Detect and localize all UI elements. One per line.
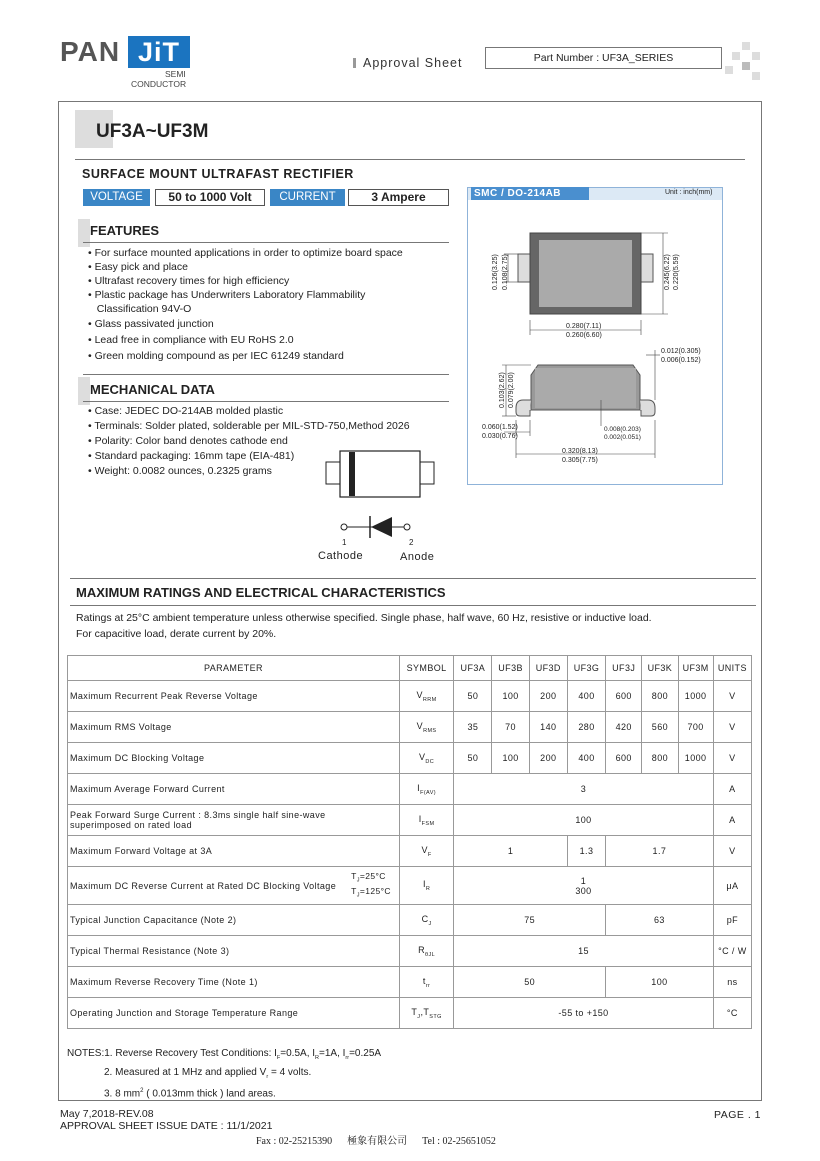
- symbol-cell: $V_{RMS}$: [399, 712, 453, 743]
- table-row: [68, 712, 752, 743]
- table-header: UF3G: [567, 656, 605, 681]
- table-row: [68, 936, 752, 967]
- diode-symbol: [336, 512, 416, 542]
- value-cell: 1: [454, 836, 568, 867]
- value-cell: 420: [606, 712, 642, 743]
- value-cell: 1.3: [567, 836, 605, 867]
- table-header: UF3B: [492, 656, 529, 681]
- divider: [83, 242, 449, 243]
- ratings-title: MAXIMUM RATINGS AND ELECTRICAL CHARACTERISTICS: [76, 585, 446, 600]
- dim-label: 0.260(6.60): [566, 332, 602, 339]
- features-list: [88, 246, 403, 363]
- revision-date: May 7,2018-REV.08: [60, 1108, 154, 1120]
- dim-label: 0.126(3.25): [492, 254, 499, 290]
- divider: [70, 605, 756, 606]
- value-cell: 280: [567, 712, 605, 743]
- part-number-box: Part Number : UF3A_SERIES: [485, 47, 722, 69]
- unit-cell: °C: [713, 998, 751, 1029]
- dim-label: 0.245(6.22): [664, 254, 671, 290]
- value-cell: 50: [454, 743, 492, 774]
- ratings-table: [67, 655, 752, 1029]
- param-cell: Operating Junction and Storage Temperature Range: [68, 998, 400, 1029]
- table-row: [68, 905, 752, 936]
- package-unit: Unit : inch(mm): [665, 189, 713, 196]
- list-item: • Plastic package has Underwriters Laboratory Flammability: [88, 289, 366, 301]
- symbol-cell: $I_{F(AV)}$: [399, 774, 453, 805]
- list-item: • Lead free in compliance with EU RoHS 2.0: [88, 334, 294, 346]
- value-cell: 1.7: [606, 836, 714, 867]
- dim-label: 0.079(2.00): [508, 372, 515, 408]
- cathode-label: Cathode: [318, 550, 364, 562]
- pin1-label: 1: [342, 538, 347, 547]
- value-cell: 15: [454, 936, 713, 967]
- list-item: • Ultrafast recovery times for high efficiency: [88, 275, 290, 287]
- table-row: [68, 743, 752, 774]
- value-cell: 560: [642, 712, 678, 743]
- table-row: [68, 867, 752, 905]
- table-header: UNITS: [713, 656, 751, 681]
- contact-info: Fax : 02-25215390 極象有限公司 Tel : 02-25651052: [256, 1136, 496, 1147]
- pin2-label: 2: [409, 538, 414, 547]
- component-outline-drawing: [320, 448, 440, 508]
- unit-cell: ns: [713, 967, 751, 998]
- table-header: PARAMETER: [68, 656, 400, 681]
- ratings-note: Ratings at 25°C ambient temperature unless otherwise specified. Single phase, half wave, 60 Hz, resistive or inductive load.: [76, 612, 652, 624]
- value-cell: 700: [678, 712, 713, 743]
- unit-cell: V: [713, 836, 751, 867]
- voltage-tag: VOLTAGE: [83, 189, 150, 206]
- list-item: Classification 94V-O: [88, 303, 192, 315]
- param-cell: Maximum Forward Voltage at 3A: [68, 836, 400, 867]
- dim-label: 0.030(0.76): [482, 433, 518, 440]
- voltage-value: 50 to 1000 Volt: [155, 189, 265, 206]
- list-item: • Easy pick and place: [88, 261, 188, 273]
- list-item: • Terminals: Solder plated, solderable per MIL-STD-750,Method 2026: [88, 420, 410, 432]
- symbol-cell: $t_{rr}$: [399, 967, 453, 998]
- note-1: NOTES:1. Reverse Recovery Test Conditions: $I_F=0.5A$, $I_R=1A$, $I_{rr}=0.25A$: [67, 1048, 382, 1061]
- value-cell: 1000: [678, 681, 713, 712]
- table-row: [68, 681, 752, 712]
- page-number: PAGE . 1: [714, 1109, 761, 1121]
- unit-cell: V: [713, 681, 751, 712]
- table-header-row: [68, 656, 752, 681]
- param-cell: Typical Thermal Resistance (Note 3): [68, 936, 400, 967]
- dim-label: 0.108(2.75): [502, 254, 509, 290]
- value-cell: 400: [567, 681, 605, 712]
- divider: [70, 578, 756, 579]
- value-cell: 1000: [678, 743, 713, 774]
- symbol-cell: $C_J$: [399, 905, 453, 936]
- symbol-cell: $T_J,T_{STG}$: [399, 998, 453, 1029]
- list-item: • Glass passivated junction: [88, 318, 214, 330]
- package-outline-svg: [468, 200, 722, 484]
- dim-label: 0.002(0.051): [604, 434, 641, 441]
- subtitle: SURFACE MOUNT ULTRAFAST RECTIFIER: [82, 167, 354, 181]
- value-cell: 63: [606, 905, 714, 936]
- table-header: UF3D: [529, 656, 567, 681]
- logo-pan: PAN: [60, 36, 121, 67]
- list-item: • Case: JEDEC DO-214AB molded plastic: [88, 405, 284, 417]
- param-cell: Maximum Recurrent Peak Reverse Voltage: [68, 681, 400, 712]
- symbol-cell: $I_R$: [399, 867, 453, 905]
- param-cell: Peak Forward Surge Current : 8.3ms single half sine-wave superimposed on rated load: [68, 805, 400, 836]
- package-title: SMC / DO-214AB: [471, 187, 589, 200]
- param-cell: Maximum Reverse Recovery Time (Note 1): [68, 967, 400, 998]
- unit-cell: pF: [713, 905, 751, 936]
- value-cell: 200: [529, 743, 567, 774]
- table-row: [68, 805, 752, 836]
- divider: [75, 159, 745, 160]
- logo-conductor: CONDUCTOR: [131, 79, 187, 89]
- value-cell: -55 to +150: [454, 998, 713, 1029]
- value-cell: 100: [606, 967, 714, 998]
- value-cell: 50: [454, 967, 606, 998]
- issue-date: APPROVAL SHEET ISSUE DATE : 11/1/2021: [60, 1120, 273, 1132]
- dim-label: 0.305(7.75): [562, 457, 598, 464]
- table-header: UF3J: [606, 656, 642, 681]
- list-item: • Standard packaging: 16mm tape (EIA-481): [88, 450, 295, 462]
- value-cell: 100: [492, 743, 529, 774]
- note-3: 3. 8 $mm^2$ ( 0.013mm thick ) land areas.: [104, 1088, 276, 1100]
- current-value: 3 Ampere: [348, 189, 449, 206]
- list-item: • Green molding compound as per IEC 61249 standard: [88, 350, 344, 362]
- value-cell: 600: [606, 743, 642, 774]
- dim-label: 0.006(0.152): [661, 357, 701, 364]
- value-cell: 1 300: [454, 867, 713, 905]
- value-cell: 70: [492, 712, 529, 743]
- symbol-cell: $V_F$: [399, 836, 453, 867]
- unit-cell: A: [713, 805, 751, 836]
- table-row: [68, 836, 752, 867]
- ratings-note: For capacitive load, derate current by 20%.: [76, 628, 277, 640]
- value-cell: 800: [642, 743, 678, 774]
- dim-label: 0.103(2.62): [499, 372, 506, 408]
- mechanical-title: MECHANICAL DATA: [90, 382, 215, 397]
- value-cell: 140: [529, 712, 567, 743]
- table-header: UF3K: [642, 656, 678, 681]
- param-cell: Maximum DC Blocking Voltage: [68, 743, 400, 774]
- value-cell: 400: [567, 743, 605, 774]
- param-cell: Maximum Average Forward Current: [68, 774, 400, 805]
- logo-jit: JiT: [128, 36, 190, 68]
- dim-label: 0.220(5.59): [673, 254, 680, 290]
- value-cell: 35: [454, 712, 492, 743]
- table-header: SYMBOL: [399, 656, 453, 681]
- notes: [67, 1047, 381, 1102]
- value-cell: 600: [606, 681, 642, 712]
- list-item: • Weight: 0.0082 ounces, 0.2325 grams: [88, 465, 272, 477]
- symbol-cell: $V_{RRM}$: [399, 681, 453, 712]
- table-row: [68, 967, 752, 998]
- value-cell: 200: [529, 681, 567, 712]
- unit-cell: A: [713, 774, 751, 805]
- dim-label: 0.320(8.13): [562, 448, 598, 455]
- divider: [83, 401, 449, 402]
- value-cell: 100: [492, 681, 529, 712]
- param-cell: Maximum DC Reverse Current at Rated DC Blocking Voltage $T_J=25^\circ C$ $T_J=125^\circ C$: [68, 867, 400, 905]
- table-row: [68, 774, 752, 805]
- unit-cell: μA: [713, 867, 751, 905]
- table-header: UF3M: [678, 656, 713, 681]
- param-cell: Maximum RMS Voltage: [68, 712, 400, 743]
- value-cell: 50: [454, 681, 492, 712]
- value-cell: 800: [642, 681, 678, 712]
- list-item: • Polarity: Color band denotes cathode end: [88, 435, 288, 447]
- symbol-cell: $V_{DC}$: [399, 743, 453, 774]
- dim-label: 0.008(0.203): [604, 426, 641, 433]
- dim-label: 0.280(7.11): [566, 323, 602, 330]
- divider: [83, 374, 449, 375]
- table-row: [68, 998, 752, 1029]
- value-cell: 75: [454, 905, 606, 936]
- dim-label: 0.012(0.305): [661, 348, 701, 355]
- symbol-cell: $I_{FSM}$: [399, 805, 453, 836]
- anode-label: Anode: [400, 551, 435, 563]
- current-tag: CURRENT: [270, 189, 345, 206]
- page-title: UF3A~UF3M: [96, 121, 209, 142]
- param-cell: Typical Junction Capacitance (Note 2): [68, 905, 400, 936]
- value-cell: 100: [454, 805, 713, 836]
- unit-cell: V: [713, 743, 751, 774]
- dim-label: 0.060(1.52): [482, 424, 518, 431]
- features-title: FEATURES: [90, 223, 160, 238]
- value-cell: 3: [454, 774, 713, 805]
- table-header: UF3A: [454, 656, 492, 681]
- logo-semi: SEMI: [165, 69, 186, 79]
- unit-cell: °C / W: [713, 936, 751, 967]
- list-item: • For surface mounted applications in order to optimize board space: [88, 247, 403, 259]
- note-2: 2. Measured at 1 MHz and applied $V_r = 4$ volts.: [104, 1066, 312, 1080]
- unit-cell: V: [713, 712, 751, 743]
- approval-sheet-label: Approval Sheet: [363, 56, 463, 70]
- symbol-cell: $R_{\theta JL}$: [399, 936, 453, 967]
